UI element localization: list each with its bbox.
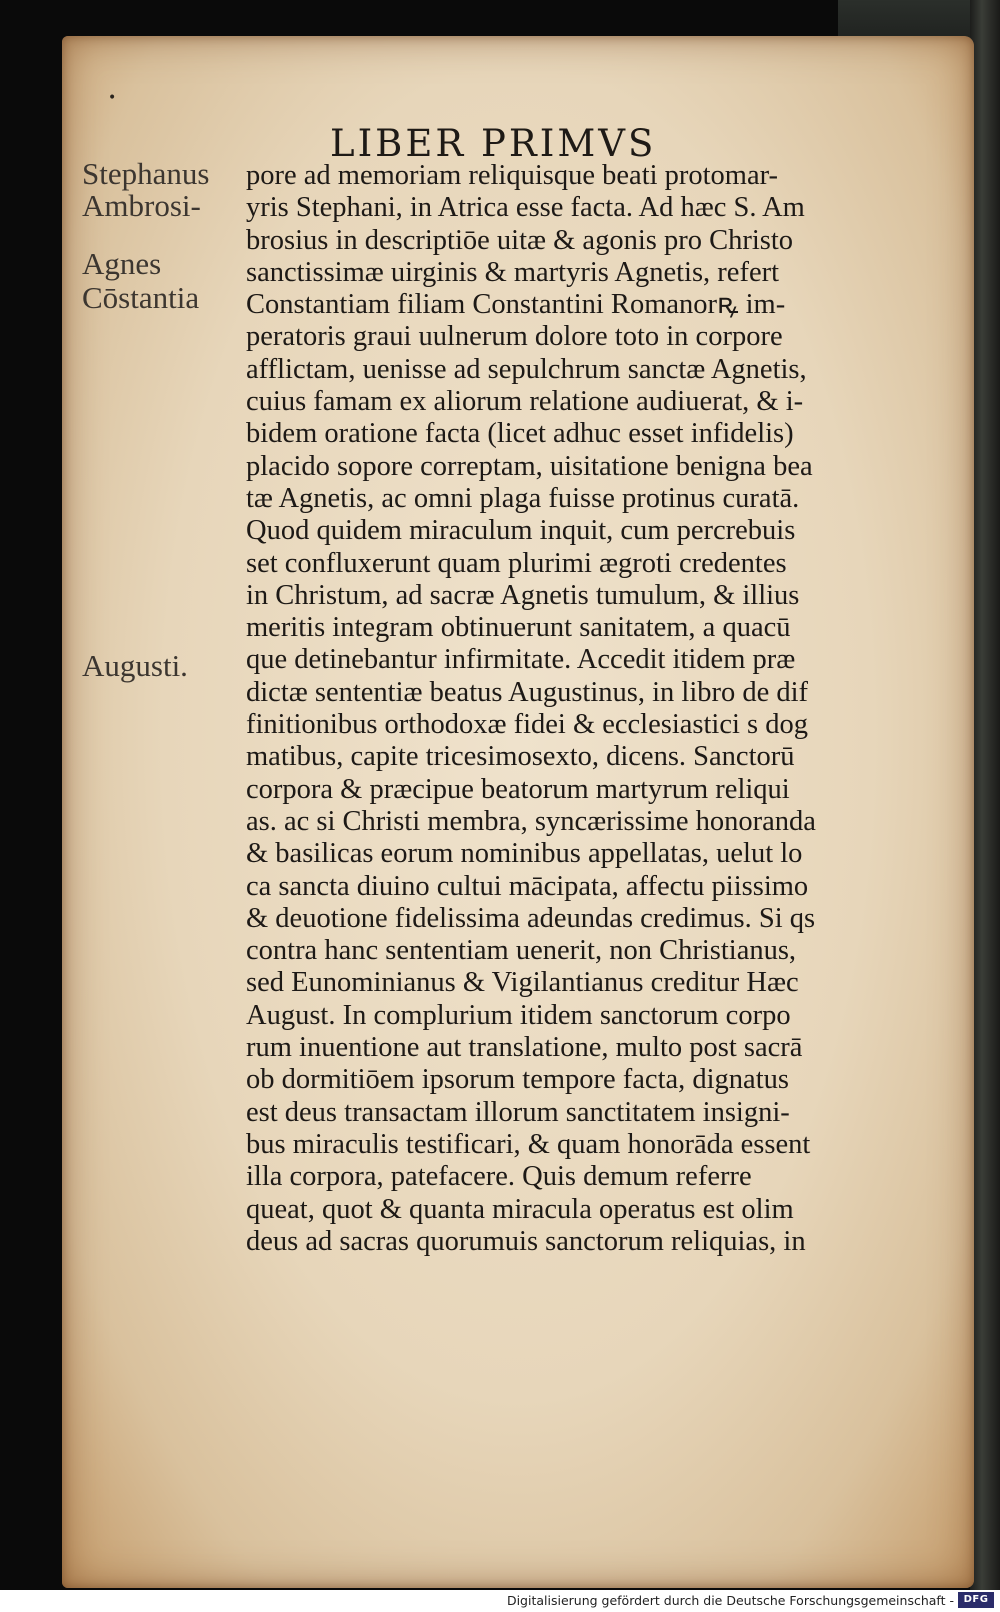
text-line: sed Eunominianus & Vigilantianus creditur Hæc [246, 967, 799, 999]
text-line: pore ad memoriam reliquisque beati protomar- [246, 160, 779, 191]
text-line: rum inuentione aut translatione, multo post sacrā [246, 1032, 803, 1064]
text-line: illa corpora, patefacere. Quis demum referre [246, 1161, 752, 1193]
text-line: matibus, capite tricesimosexto, dicens. Sanctorū [246, 741, 795, 773]
footer-credit: Digitalisierung gefördert durch die Deutsche Forschungsgemeinschaft - [506, 1593, 954, 1608]
text-line: ob dormitiōem ipsorum tempore facta, dignatus [246, 1064, 789, 1096]
text-line: deus ad sacras quorumuis sanctorum reliquias, in [246, 1225, 806, 1257]
sidenote-agnes: Agnes [82, 246, 162, 281]
text-line: August. In complurium itidem sanctorum corpo [246, 999, 791, 1031]
sidenote-stephanus: Stephanus [82, 156, 210, 191]
text-line: ca sancta diuino cultui mācipata, affectu piissimo [246, 870, 809, 902]
text-line: queat, quot & quanta miracula operatus est olim [246, 1193, 794, 1225]
sidenote-ambrosius: Ambrosi- [82, 188, 201, 223]
text-line: Quod quidem miraculum inquit, cum percrebuis [246, 515, 796, 547]
text-line: in Christum, ad sacræ Agnetis tumulum, & illius [246, 579, 800, 611]
book-edge-right [970, 0, 1000, 1612]
text-line: & basilicas eorum nominibus appellatas, uelut lo [246, 838, 803, 870]
footer-bar [0, 1590, 1000, 1612]
dfg-logo: DFG [958, 1592, 994, 1608]
text-line: & deuotione fidelissima adeundas credimus. Si qs [246, 902, 816, 934]
running-head: LIBER PRIMVS [330, 122, 657, 165]
text-line: cuius famam ex aliorum relatione audiuerat, & i- [246, 386, 804, 418]
text-line: finitionibus orthodoxæ fidei & ecclesiastici s dog [246, 709, 808, 741]
marginal-mark: • [108, 90, 117, 106]
body-text [246, 160, 922, 1258]
text-line: bidem oratione facta (licet adhuc esset infidelis) [246, 418, 794, 450]
text-line: tæ Agnetis, ac omni plaga fuisse protinus curatā. [246, 482, 800, 514]
text-line: peratoris graui uulnerum dolore toto in corpore [246, 321, 783, 353]
text-line: brosius in descriptiōe uitæ & agonis pro Christo [246, 224, 794, 256]
text-line: bus miraculis testificari, & quam honorāda essent [246, 1128, 811, 1160]
text-line: afflictam, uenisse ad sepulchrum sanctæ Agnetis, [246, 353, 807, 385]
text-line: yris Stephani, in Atrica esse facta. Ad hæc S. Am [246, 192, 805, 224]
sidenote-constantia: Cōstantia [82, 280, 200, 315]
text-line: dictæ sententiæ beatus Augustinus, in libro de dif [246, 676, 809, 708]
text-line: meritis integram obtinuerunt sanitatem, a quacū [246, 612, 791, 644]
text-line: corpora & præcipue beatorum martyrum reliqui [246, 773, 790, 805]
text-line: que detinebantur infirmitate. Accedit itidem præ [246, 644, 796, 676]
text-line: sanctissimæ uirginis & martyris Agnetis, refert [246, 256, 779, 288]
text-line: as. ac si Christi membra, syncærissime honoranda [246, 805, 816, 837]
sidenote-augustinus: Augusti. [82, 648, 188, 683]
text-line: placido sopore correptam, uisitatione benigna bea [246, 450, 813, 482]
text-line: Constantiam filiam Constantini Romanorꝶ im- [246, 289, 786, 321]
text-line: contra hanc sententiam uenerit, non Christianus, [246, 935, 797, 967]
text-line: set confluxerunt quam plurimi ægroti credentes [246, 547, 787, 579]
text-line: est deus transactam illorum sanctitatem insigni- [246, 1096, 790, 1128]
